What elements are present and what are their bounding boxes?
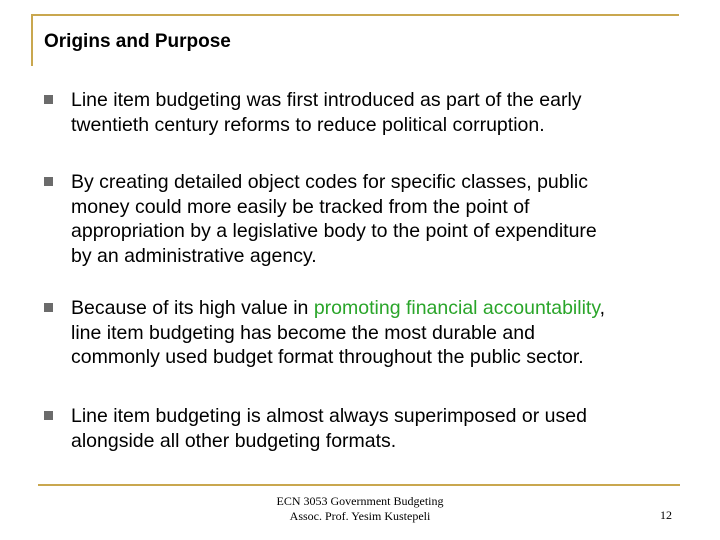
- bullet-text: [71, 296, 681, 370]
- course-name: ECN 3053 Government Budgeting: [276, 494, 444, 508]
- bullet-line: By creating detailed object codes for specific classes, public: [71, 171, 589, 193]
- bullet-line: alongside all other budgeting formats.: [71, 429, 397, 452]
- square-bullet-icon: [44, 177, 53, 186]
- bullet-text-segment: ,: [599, 297, 606, 319]
- bullet-line: by an administrative agency.: [71, 244, 317, 267]
- bullet-line: appropriation by a legislative body to the point of expenditure: [71, 220, 597, 242]
- slide-title: Origins and Purpose: [44, 31, 231, 52]
- bullet-line: Line item budgeting is almost always superimposed or used: [71, 405, 587, 427]
- instructor-name: Assoc. Prof. Yesim Kustepeli: [289, 509, 431, 523]
- bullet-line: money could more easily be tracked from the point of: [71, 195, 530, 218]
- bullet-text-segment: Because of its high value in: [71, 297, 314, 319]
- highlighted-phrase: promoting financial accountability: [313, 297, 600, 319]
- bullet-text: [71, 88, 681, 137]
- bullet-line: [71, 296, 681, 321]
- bullet-text: [71, 404, 681, 453]
- page-number: 12: [660, 508, 672, 522]
- bullet-line: twentieth century reforms to reduce political corruption.: [71, 113, 545, 136]
- square-bullet-icon: [44, 95, 53, 104]
- square-bullet-icon: [44, 303, 53, 312]
- title-top-rule: [31, 14, 679, 16]
- footer-caption: [240, 494, 480, 524]
- bullet-line: line item budgeting has become the most durable and: [71, 321, 535, 344]
- square-bullet-icon: [44, 411, 53, 420]
- bullet-line: Line item budgeting was first introduced as part of the early: [71, 89, 582, 111]
- bullet-line: commonly used budget format throughout the public sector.: [71, 346, 584, 368]
- footer-rule: [38, 484, 680, 486]
- bullet-text: [71, 170, 681, 268]
- title-left-rule: [31, 14, 33, 66]
